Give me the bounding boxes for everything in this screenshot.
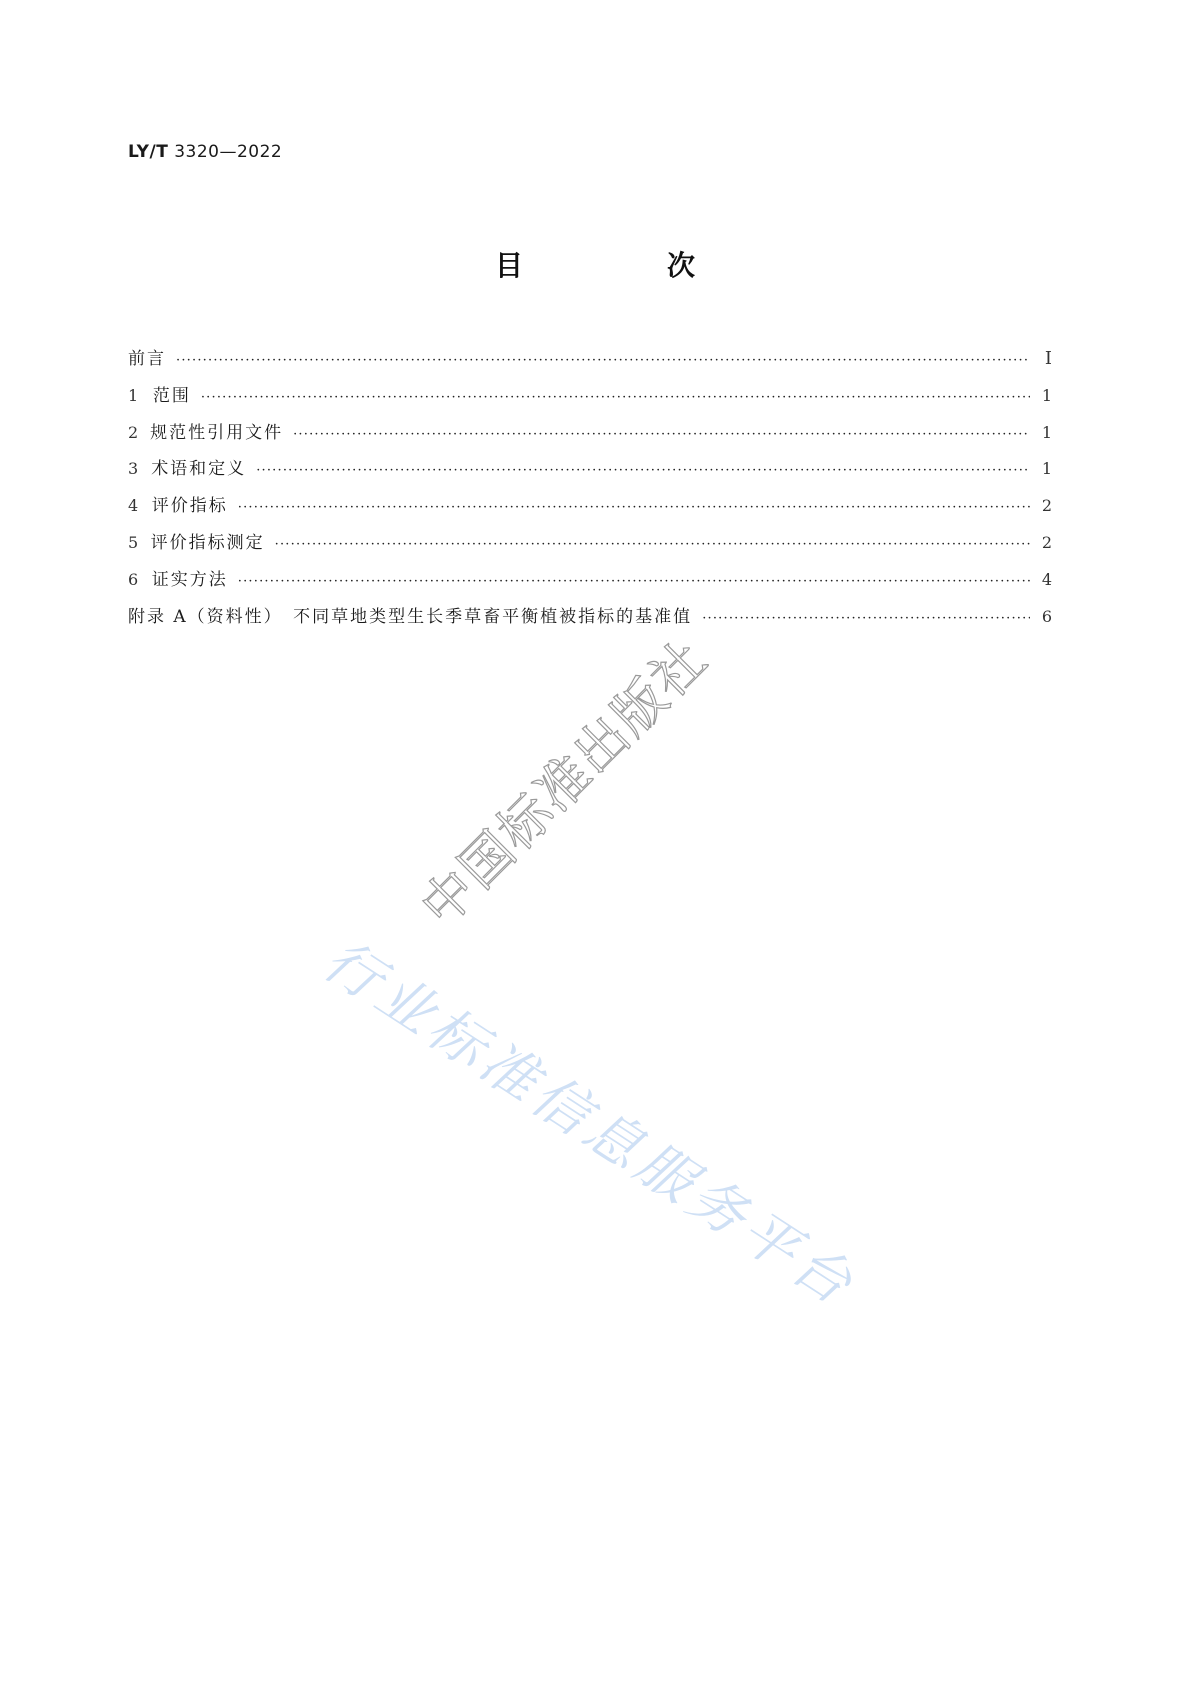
toc-page-number: 1 <box>1041 385 1052 405</box>
toc-row-foreword[interactable] <box>128 344 1052 381</box>
toc-label: 证实方法 <box>151 569 228 590</box>
toc-section-number: 2 <box>128 422 139 442</box>
toc-row-evaluation-indicators[interactable] <box>128 491 1052 528</box>
toc-leader-dots <box>275 537 1030 552</box>
platform-watermark: 行业标准信息服务平台 <box>311 927 868 1320</box>
toc-label: 前言 <box>128 349 166 369</box>
publisher-watermark: 中国标准出版社 <box>410 628 720 939</box>
table-of-contents <box>128 344 1052 638</box>
toc-page-number: 1 <box>1041 422 1052 442</box>
toc-page-number: 2 <box>1041 496 1052 516</box>
toc-leader-dots <box>201 390 1030 405</box>
toc-section-number: 3 <box>128 459 139 479</box>
toc-leader-dots <box>176 353 1030 368</box>
toc-page-number: Ⅰ <box>1044 348 1052 369</box>
toc-row-verification-methods[interactable] <box>128 565 1052 602</box>
toc-section-number: 4 <box>128 496 139 516</box>
standard-prefix: LY/T <box>128 142 169 162</box>
toc-section-number: 6 <box>128 569 139 589</box>
toc-page-number: 2 <box>1041 532 1052 552</box>
toc-section-number: 5 <box>128 532 139 552</box>
toc-label: 评价指标 <box>151 496 228 517</box>
toc-leader-dots <box>293 427 1030 442</box>
toc-page-number: 4 <box>1041 569 1052 589</box>
toc-label: 范围 <box>152 385 191 406</box>
standard-code <box>128 142 282 162</box>
toc-title: 目 次 <box>494 249 753 282</box>
toc-row-indicator-measurement[interactable] <box>128 528 1052 565</box>
toc-label: 评价指标测定 <box>150 532 265 553</box>
toc-section-number: 1 <box>128 385 139 405</box>
toc-row-scope[interactable] <box>128 381 1052 418</box>
toc-leader-dots <box>238 574 1030 589</box>
standard-number: 3320—2022 <box>174 142 283 162</box>
toc-leader-dots <box>702 611 1030 626</box>
toc-leader-dots <box>238 500 1030 515</box>
toc-row-terms-definitions[interactable] <box>128 454 1052 491</box>
toc-label: 附录 A（资料性） 不同草地类型生长季草畜平衡植被指标的基准值 <box>128 606 693 627</box>
toc-page-number: 1 <box>1041 459 1052 479</box>
toc-page-number: 6 <box>1041 606 1052 626</box>
toc-label: 术语和定义 <box>151 459 247 480</box>
toc-leader-dots <box>256 463 1030 478</box>
toc-row-annex-a[interactable] <box>128 602 1052 639</box>
toc-label: 规范性引用文件 <box>150 422 284 443</box>
toc-row-normative-references[interactable] <box>128 418 1052 455</box>
